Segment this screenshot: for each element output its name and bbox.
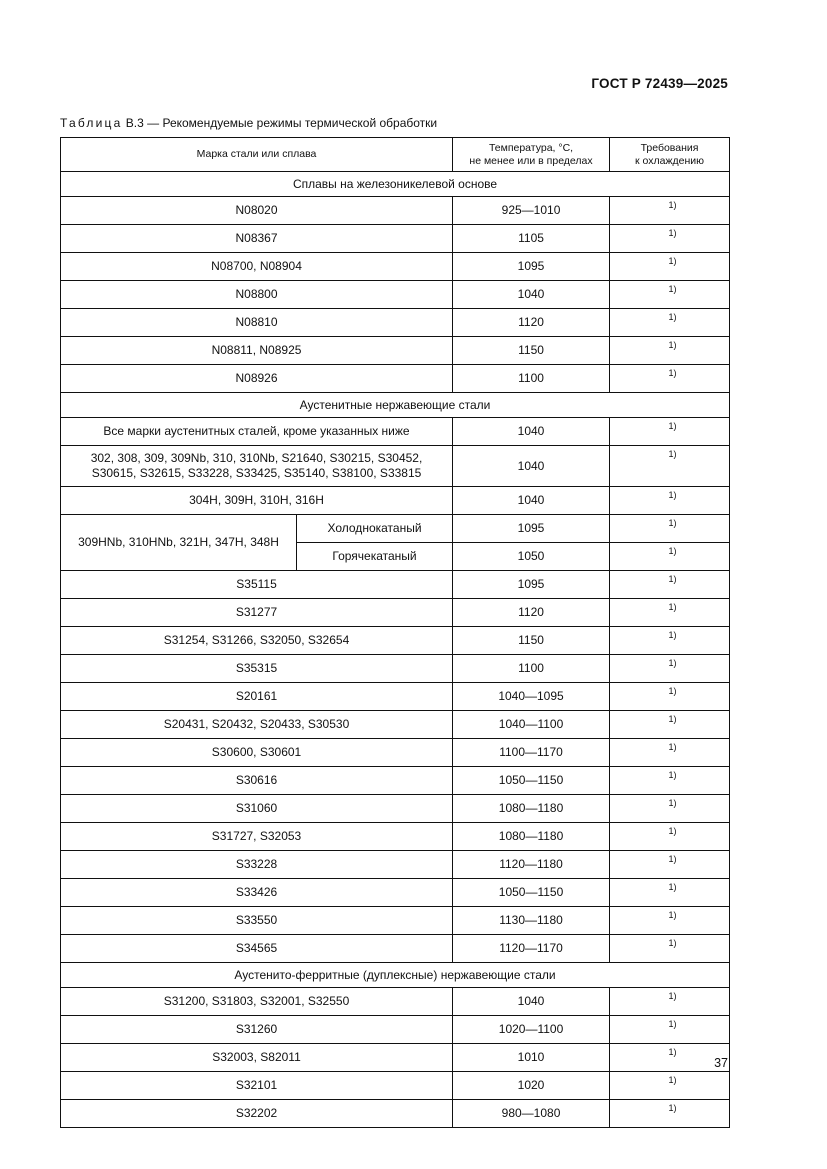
temperature-cell: 1020	[453, 1072, 610, 1100]
grade-cell: N08800	[61, 281, 453, 309]
grade-cell: 304H, 309H, 310H, 316H	[61, 487, 453, 515]
grade-cell: S31254, S31266, S32050, S32654	[61, 627, 453, 655]
temperature-cell: 1130—1180	[453, 907, 610, 935]
cooling-note-cell	[610, 599, 730, 627]
cooling-note-cell	[610, 487, 730, 515]
cooling-note-cell	[610, 1072, 730, 1100]
grade-cell: S31200, S31803, S32001, S32550	[61, 988, 453, 1016]
cooling-note-cell	[610, 309, 730, 337]
temperature-cell: 1050—1150	[453, 879, 610, 907]
column-header-cooling-line1: Требования	[640, 141, 699, 154]
footnote-ref: 1)	[668, 449, 677, 459]
footnote-ref: 1)	[668, 602, 677, 612]
table-caption	[60, 116, 437, 130]
footnote-ref: 1)	[668, 770, 677, 780]
grade-cell: S31060	[61, 795, 453, 823]
grade-cell: S20431, S20432, S20433, S30530	[61, 711, 453, 739]
grade-cell-merged: 309HNb, 310HNb, 321H, 347H, 348H	[61, 515, 297, 571]
cooling-note-cell	[610, 418, 730, 446]
temperature-cell: 1040	[453, 446, 610, 487]
grade-cell: N08926	[61, 365, 453, 393]
cooling-note-cell	[610, 337, 730, 365]
group-title: Аустенито-ферритные (дуплексные) нержавеющие стали	[61, 963, 730, 988]
temperature-cell: 1050—1150	[453, 767, 610, 795]
grade-cell: S35315	[61, 655, 453, 683]
table-row	[61, 739, 730, 767]
table-row	[61, 599, 730, 627]
table-row	[61, 253, 730, 281]
cooling-note-cell	[610, 907, 730, 935]
temperature-cell: 1040—1095	[453, 683, 610, 711]
cooling-note-cell	[610, 627, 730, 655]
temperature-cell: 1120	[453, 599, 610, 627]
grade-cell: N08700, N08904	[61, 253, 453, 281]
temperature-cell: 1120—1170	[453, 935, 610, 963]
footnote-ref: 1)	[668, 546, 677, 556]
table-row	[61, 571, 730, 599]
grade-cell: S33228	[61, 851, 453, 879]
cooling-note-cell	[610, 365, 730, 393]
footnote-ref: 1)	[668, 312, 677, 322]
group-heading-row	[61, 393, 730, 418]
cooling-note-cell	[610, 739, 730, 767]
temperature-cell: 1120	[453, 309, 610, 337]
temperature-cell: 1095	[453, 571, 610, 599]
temperature-cell: 1105	[453, 225, 610, 253]
table-row	[61, 711, 730, 739]
temperature-cell: 1120—1180	[453, 851, 610, 879]
footnote-ref: 1)	[668, 284, 677, 294]
cooling-note-cell	[610, 767, 730, 795]
standard-designation: ГОСТ Р 72439—2025	[591, 76, 728, 91]
grade-cell: S20161	[61, 683, 453, 711]
grade-cell: N08367	[61, 225, 453, 253]
table-caption-label: Таблица	[60, 116, 123, 130]
table-row	[61, 1044, 730, 1072]
cooling-note-cell	[610, 1016, 730, 1044]
group-title: Аустенитные нержавеющие стали	[61, 393, 730, 418]
cooling-note-cell	[610, 1100, 730, 1128]
temperature-cell: 1040	[453, 487, 610, 515]
column-header-temperature	[453, 138, 610, 172]
grade-cell: S33426	[61, 879, 453, 907]
footnote-ref: 1)	[668, 714, 677, 724]
table-row	[61, 487, 730, 515]
table-row	[61, 225, 730, 253]
temperature-cell: 980—1080	[453, 1100, 610, 1128]
table-header-row	[61, 138, 730, 172]
cooling-note-cell	[610, 515, 730, 543]
footnote-ref: 1)	[668, 1103, 677, 1113]
footnote-ref: 1)	[668, 256, 677, 266]
table-row	[61, 446, 730, 487]
table-row	[61, 851, 730, 879]
cooling-note-cell	[610, 823, 730, 851]
temperature-cell: 1100—1170	[453, 739, 610, 767]
table-row	[61, 767, 730, 795]
grade-cell: S32101	[61, 1072, 453, 1100]
temperature-cell: 1100	[453, 655, 610, 683]
footnote-ref: 1)	[668, 368, 677, 378]
temperature-cell: 1050	[453, 543, 610, 571]
cooling-note-cell	[610, 543, 730, 571]
temperature-cell: 925—1010	[453, 197, 610, 225]
table-row	[61, 935, 730, 963]
group-heading-row	[61, 963, 730, 988]
grade-cell: S33550	[61, 907, 453, 935]
footnote-ref: 1)	[668, 854, 677, 864]
temperature-cell: 1040	[453, 418, 610, 446]
footnote-ref: 1)	[668, 1019, 677, 1029]
grade-cell: S34565	[61, 935, 453, 963]
footnote-ref: 1)	[668, 518, 677, 528]
rolling-condition-cell: Холоднокатаный	[297, 515, 453, 543]
cooling-note-cell	[610, 655, 730, 683]
cooling-note-cell	[610, 253, 730, 281]
table-row	[61, 197, 730, 225]
cooling-note-cell	[610, 851, 730, 879]
grade-cell: S32202	[61, 1100, 453, 1128]
table-row	[61, 1016, 730, 1044]
table-row	[61, 1072, 730, 1100]
temperature-cell: 1010	[453, 1044, 610, 1072]
column-header-grade: Марка стали или сплава	[61, 138, 453, 172]
table-row	[61, 655, 730, 683]
footnote-ref: 1)	[668, 826, 677, 836]
cooling-note-cell	[610, 795, 730, 823]
column-header-temperature-line2: не менее или в пределах	[469, 154, 593, 167]
temperature-cell: 1150	[453, 627, 610, 655]
grade-cell: N08811, N08925	[61, 337, 453, 365]
grade-cell	[61, 446, 453, 487]
footnote-ref: 1)	[668, 658, 677, 668]
footnote-ref: 1)	[668, 798, 677, 808]
grade-cell: S31727, S32053	[61, 823, 453, 851]
footnote-ref: 1)	[668, 340, 677, 350]
grade-cell: S35115	[61, 571, 453, 599]
page-number: 37	[714, 1056, 728, 1070]
cooling-note-cell	[610, 446, 730, 487]
footnote-ref: 1)	[668, 200, 677, 210]
table-row	[61, 879, 730, 907]
grade-cell: S32003, S82011	[61, 1044, 453, 1072]
grade-line-2: S30615, S32615, S33228, S33425, S35140, S38100, S33815	[91, 466, 422, 480]
temperature-cell: 1095	[453, 253, 610, 281]
group-title: Сплавы на железоникелевой основе	[61, 172, 730, 197]
table-row	[61, 683, 730, 711]
footnote-ref: 1)	[668, 1047, 677, 1057]
cooling-note-cell	[610, 1044, 730, 1072]
temperature-cell: 1040	[453, 988, 610, 1016]
heat-treatment-table	[60, 137, 730, 1128]
footnote-ref: 1)	[668, 938, 677, 948]
footnote-ref: 1)	[668, 228, 677, 238]
cooling-note-cell	[610, 281, 730, 309]
table-row	[61, 281, 730, 309]
footnote-ref: 1)	[668, 630, 677, 640]
temperature-cell: 1040	[453, 281, 610, 309]
grade-cell: S30600, S30601	[61, 739, 453, 767]
temperature-cell: 1095	[453, 515, 610, 543]
temperature-cell: 1020—1100	[453, 1016, 610, 1044]
table-row	[61, 907, 730, 935]
grade-cell: N08020	[61, 197, 453, 225]
cooling-note-cell	[610, 988, 730, 1016]
grade-cell: Все марки аустенитных сталей, кроме указанных ниже	[61, 418, 453, 446]
cooling-note-cell	[610, 571, 730, 599]
table-row	[61, 337, 730, 365]
cooling-note-cell	[610, 711, 730, 739]
grade-cell: N08810	[61, 309, 453, 337]
column-header-cooling	[610, 138, 730, 172]
footnote-ref: 1)	[668, 686, 677, 696]
footnote-ref: 1)	[668, 574, 677, 584]
footnote-ref: 1)	[668, 1075, 677, 1085]
table-row	[61, 1100, 730, 1128]
footnote-ref: 1)	[668, 991, 677, 1001]
column-header-temperature-line1: Температура, °С,	[488, 141, 574, 154]
grade-cell: S31277	[61, 599, 453, 627]
footnote-ref: 1)	[668, 742, 677, 752]
table-row	[61, 418, 730, 446]
table-row	[61, 365, 730, 393]
footnote-ref: 1)	[668, 421, 677, 431]
rolling-condition-cell: Горячекатаный	[297, 543, 453, 571]
cooling-note-cell	[610, 879, 730, 907]
cooling-note-cell	[610, 197, 730, 225]
table-row	[61, 627, 730, 655]
table-row	[61, 795, 730, 823]
table-caption-text: В.3 — Рекомендуемые режимы термической обработки	[125, 116, 438, 130]
grade-cell: S31260	[61, 1016, 453, 1044]
cooling-note-cell	[610, 683, 730, 711]
grade-cell: S30616	[61, 767, 453, 795]
temperature-cell: 1080—1180	[453, 823, 610, 851]
cooling-note-cell	[610, 935, 730, 963]
temperature-cell: 1080—1180	[453, 795, 610, 823]
footnote-ref: 1)	[668, 882, 677, 892]
grade-line-1: 302, 308, 309, 309Nb, 310, 310Nb, S21640, S30215, S30452,	[90, 451, 423, 465]
table-row	[61, 988, 730, 1016]
footnote-ref: 1)	[668, 490, 677, 500]
temperature-cell: 1100	[453, 365, 610, 393]
table-row	[61, 309, 730, 337]
footnote-ref: 1)	[668, 910, 677, 920]
temperature-cell: 1040—1100	[453, 711, 610, 739]
cooling-note-cell	[610, 225, 730, 253]
table-row	[61, 823, 730, 851]
table-row-split	[61, 515, 730, 543]
group-heading-row	[61, 172, 730, 197]
column-header-cooling-line2: к охлаждению	[635, 154, 704, 167]
temperature-cell: 1150	[453, 337, 610, 365]
